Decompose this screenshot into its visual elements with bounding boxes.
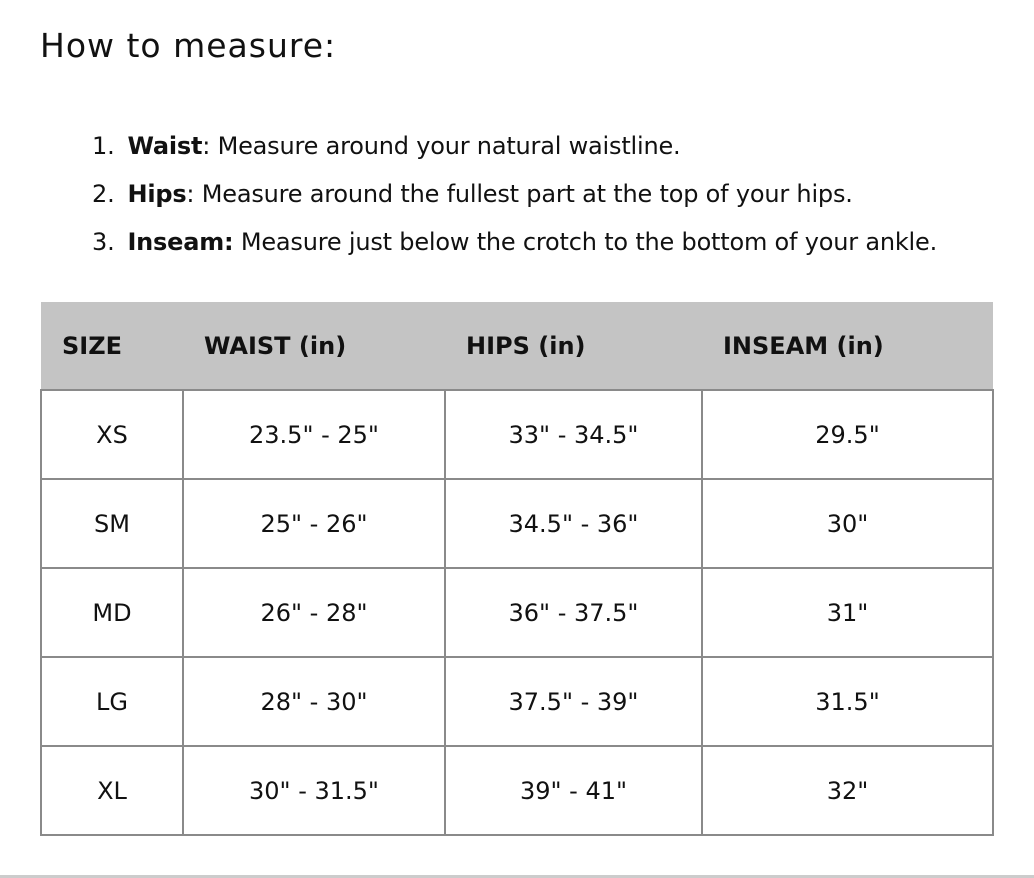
instruction-term: Hips	[127, 180, 187, 208]
header-waist: WAIST (in)	[183, 302, 445, 390]
cell-size: MD	[41, 568, 183, 657]
size-chart-table	[40, 302, 994, 836]
instruction-text: Measure just below the crotch to the bottom of your ankle.	[233, 228, 937, 256]
cell-waist: 28" - 30"	[183, 657, 445, 746]
cell-size: XS	[41, 390, 183, 479]
instruction-item-hips	[92, 170, 937, 218]
cell-waist: 25" - 26"	[183, 479, 445, 568]
instruction-number: 2.	[92, 180, 115, 208]
header-inseam: INSEAM (in)	[702, 302, 993, 390]
instruction-number: 1.	[92, 132, 115, 160]
page-title: How to measure:	[40, 26, 337, 65]
table-header-row	[41, 302, 993, 390]
instruction-number: 3.	[92, 228, 115, 256]
instruction-text: Measure around your natural waistline.	[210, 132, 681, 160]
cell-hips: 33" - 34.5"	[445, 390, 702, 479]
table-row	[41, 568, 993, 657]
instruction-separator: :	[202, 132, 211, 160]
instruction-term: Waist	[127, 132, 203, 160]
cell-size: SM	[41, 479, 183, 568]
instruction-separator: :	[186, 180, 195, 208]
cell-inseam: 31"	[702, 568, 993, 657]
instruction-item-waist	[92, 122, 937, 170]
table-row	[41, 746, 993, 835]
measurement-instructions	[92, 122, 937, 266]
header-hips: HIPS (in)	[445, 302, 702, 390]
header-size: SIZE	[41, 302, 183, 390]
cell-size: XL	[41, 746, 183, 835]
cell-inseam: 29.5"	[702, 390, 993, 479]
table-row	[41, 390, 993, 479]
cell-hips: 34.5" - 36"	[445, 479, 702, 568]
cell-hips: 36" - 37.5"	[445, 568, 702, 657]
cell-hips: 39" - 41"	[445, 746, 702, 835]
table-row	[41, 657, 993, 746]
cell-waist: 23.5" - 25"	[183, 390, 445, 479]
instruction-item-inseam	[92, 218, 937, 266]
cell-waist: 26" - 28"	[183, 568, 445, 657]
cell-size: LG	[41, 657, 183, 746]
instruction-term: Inseam:	[127, 228, 234, 256]
cell-inseam: 31.5"	[702, 657, 993, 746]
instruction-text: Measure around the fullest part at the top of your hips.	[194, 180, 853, 208]
cell-hips: 37.5" - 39"	[445, 657, 702, 746]
cell-waist: 30" - 31.5"	[183, 746, 445, 835]
table-row	[41, 479, 993, 568]
cell-inseam: 30"	[702, 479, 993, 568]
cell-inseam: 32"	[702, 746, 993, 835]
